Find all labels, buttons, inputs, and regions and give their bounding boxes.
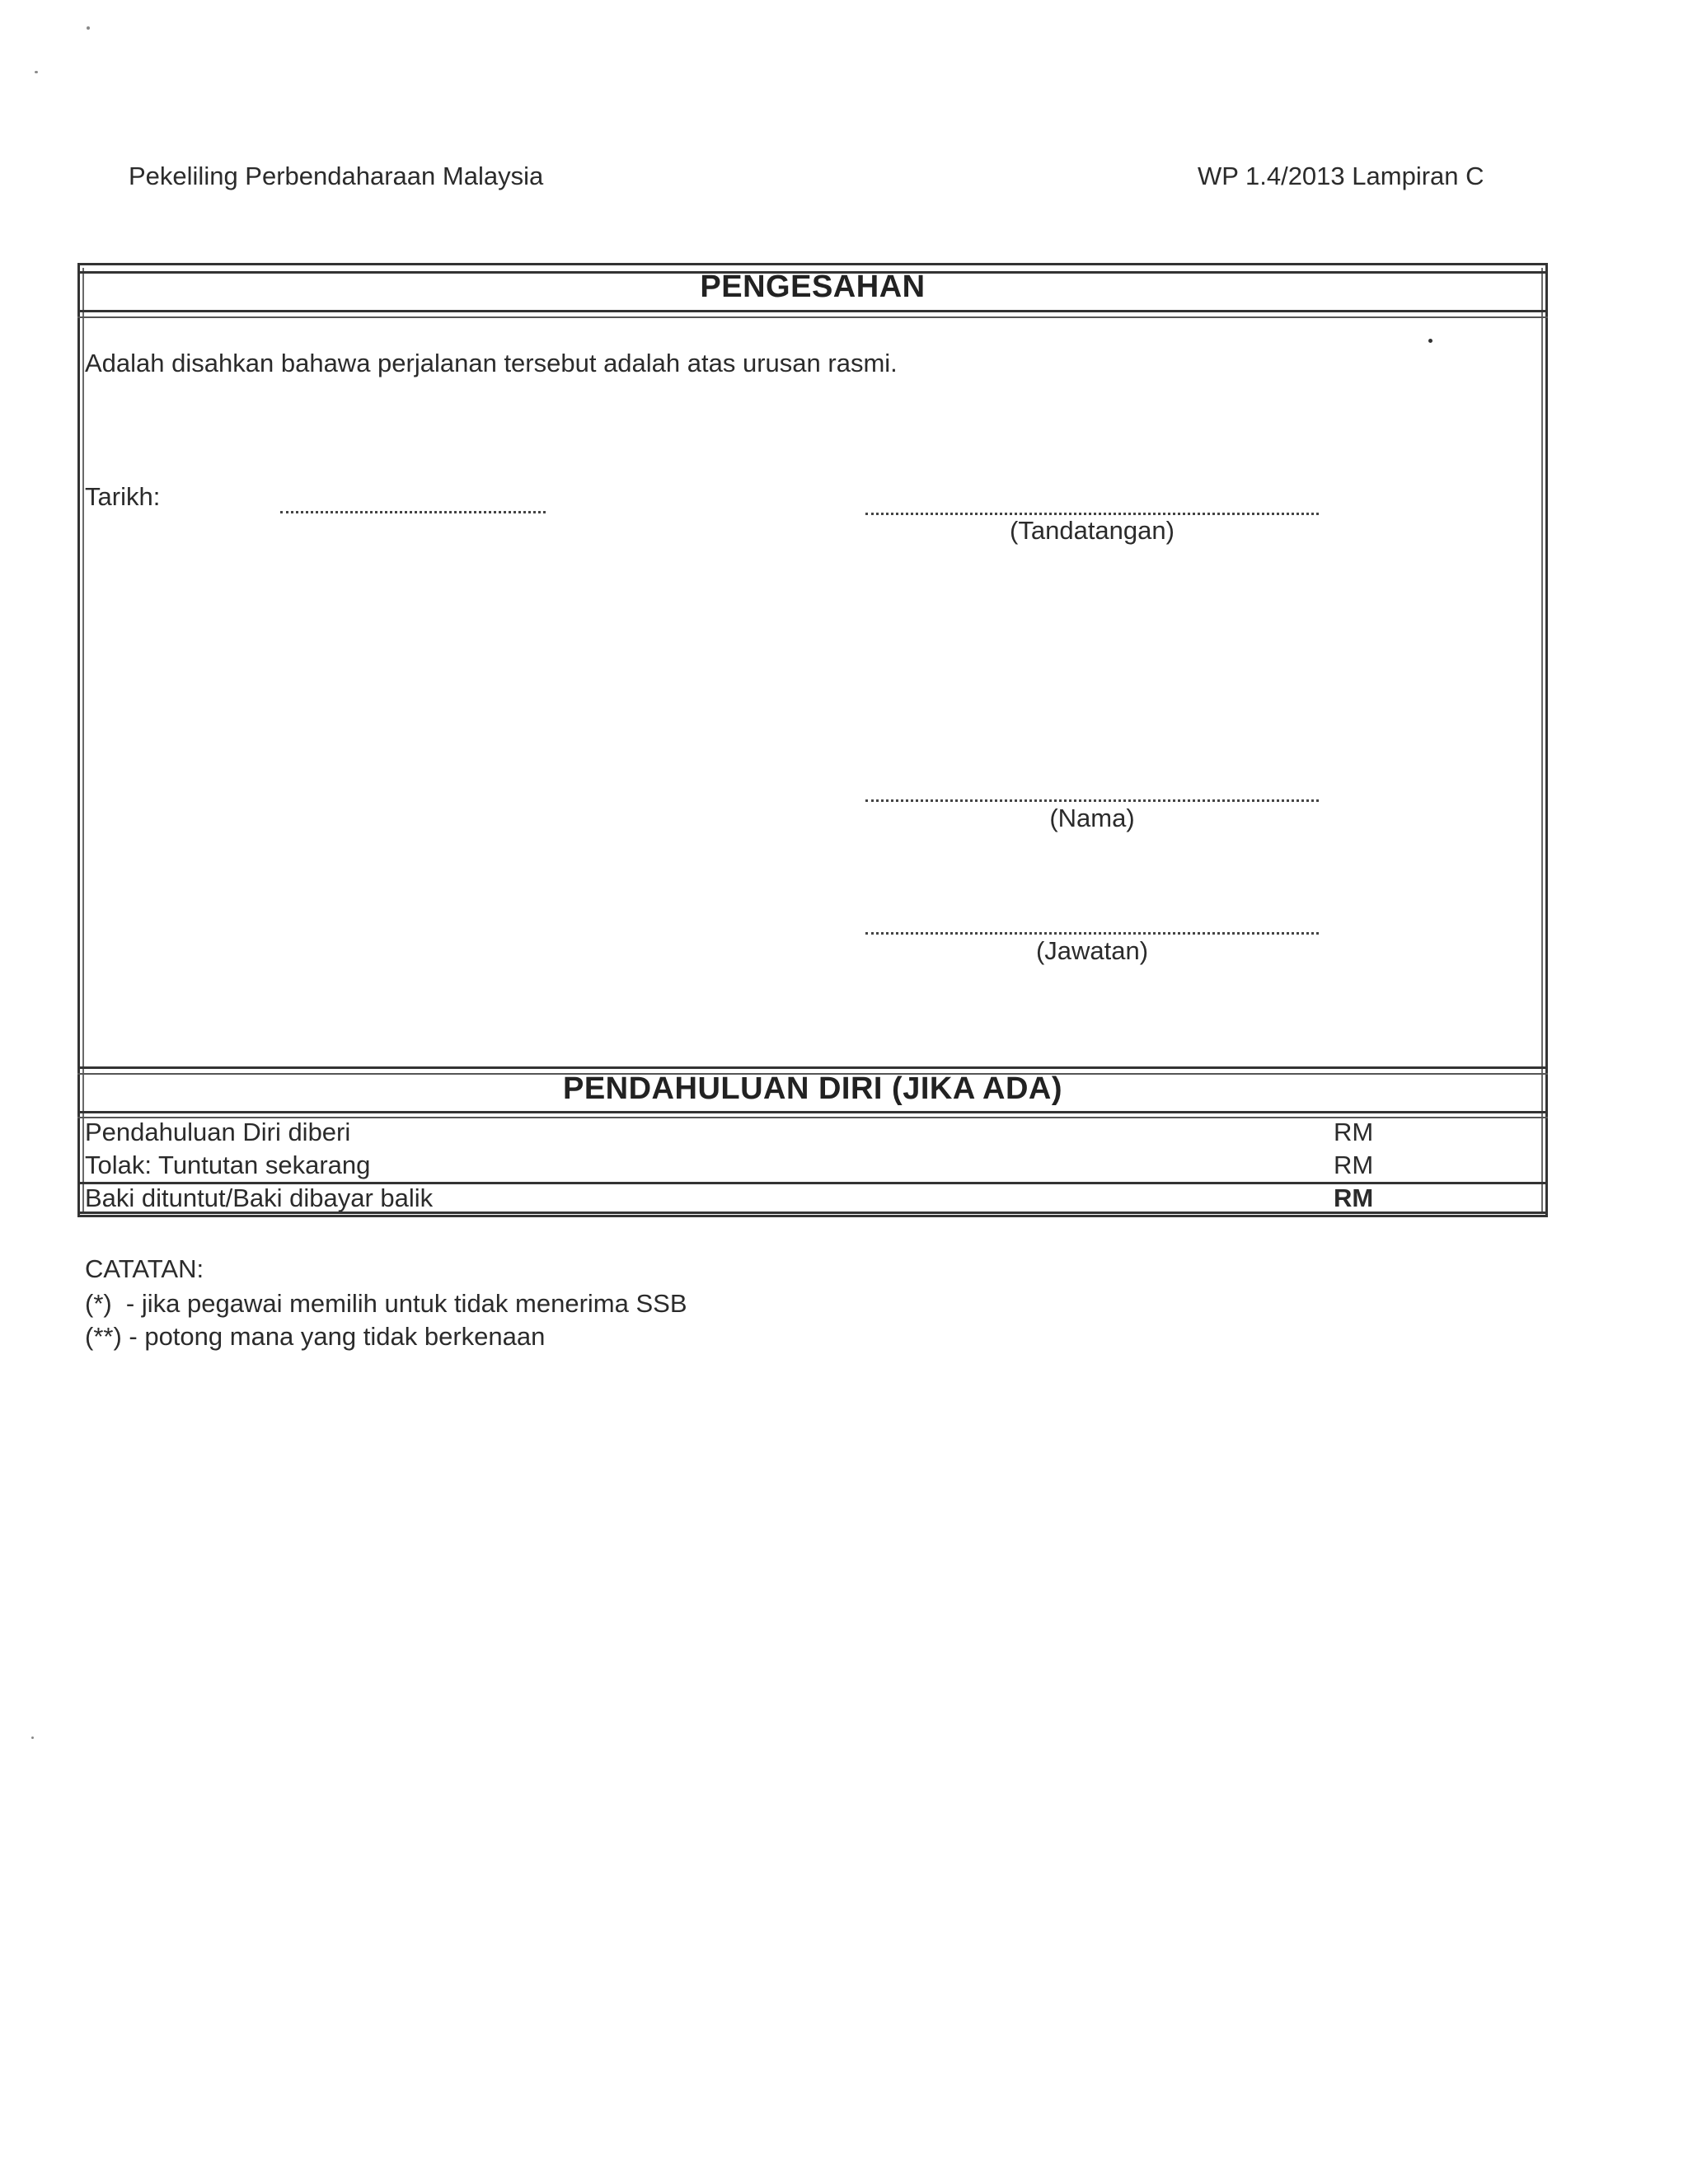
divider <box>77 1066 1548 1069</box>
advance-given-currency: RM <box>1334 1118 1374 1146</box>
note-item: (**) - potong mana yang tidak berkenaan <box>85 1322 546 1351</box>
scan-speck <box>35 71 38 73</box>
scan-speck <box>1428 339 1432 343</box>
name-field[interactable] <box>865 799 1319 802</box>
advance-given-label: Pendahuluan Diri diberi <box>85 1118 351 1146</box>
date-field[interactable] <box>280 511 546 513</box>
position-field[interactable] <box>865 932 1319 935</box>
divider <box>77 310 1548 312</box>
current-claim-label: Tolak: Tuntutan sekarang <box>85 1151 371 1179</box>
certification-statement: Adalah disahkan bahawa perjalanan tersebut adalah atas urusan rasmi. <box>85 349 898 377</box>
date-label: Tarikh: <box>85 482 161 511</box>
divider <box>77 1212 1548 1214</box>
pengesahan-title: PENGESAHAN <box>700 269 926 304</box>
signature-caption: (Tandatangan) <box>1010 516 1175 545</box>
divider <box>77 1111 1548 1113</box>
document-reference: WP 1.4/2013 Lampiran C <box>1198 162 1484 190</box>
scan-speck <box>87 26 90 30</box>
balance-currency: RM <box>1334 1183 1374 1212</box>
position-caption: (Jawatan) <box>1035 936 1149 965</box>
pendahuluan-title: PENDAHULUAN DIRI (JIKA ADA) <box>562 1071 1062 1106</box>
current-claim-currency: RM <box>1334 1151 1374 1179</box>
document-series-label: Pekeliling Perbendaharaan Malaysia <box>129 162 544 190</box>
notes-heading: CATATAN: <box>85 1254 204 1283</box>
name-caption: (Nama) <box>1049 804 1135 832</box>
divider <box>77 316 1548 318</box>
note-item: (*) - jika pegawai memilih untuk tidak menerima SSB <box>85 1289 687 1318</box>
signature-field[interactable] <box>865 513 1319 515</box>
scan-speck <box>31 1736 34 1739</box>
balance-label: Baki dituntut/Baki dibayar balik <box>85 1183 434 1212</box>
